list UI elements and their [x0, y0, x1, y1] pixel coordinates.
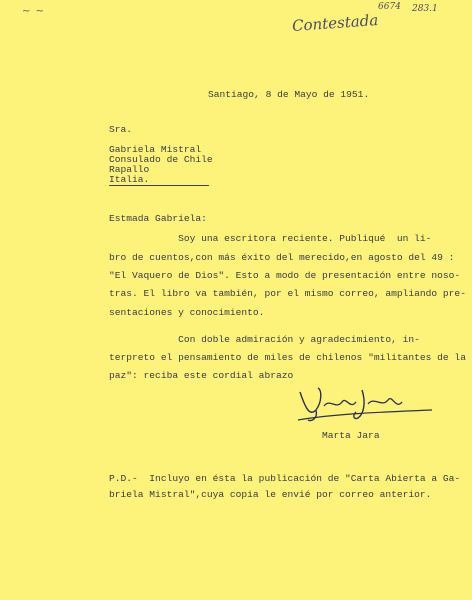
date-line: Santiago, 8 de Mayo de 1951. — [208, 89, 370, 100]
paragraph-line: sentaciones y conocimiento. — [109, 307, 265, 318]
signer-name: Marta Jara — [322, 430, 380, 441]
contestada-annotation: Contestada — [291, 11, 379, 35]
address-line: Rapallo — [109, 164, 150, 175]
paragraph-line: terpreto el pensamiento de miles de chilenos "militantes de la — [109, 352, 466, 363]
paragraph-line: Con doble admiración y agradecimiento, in- — [109, 334, 420, 345]
archive-code-1: 6674 — [378, 2, 401, 12]
archive-code-2: 283.1 — [412, 4, 438, 14]
address-underline — [109, 185, 209, 186]
greeting: Estmada Gabriela: — [109, 213, 207, 224]
address-line: Italia. — [109, 174, 150, 185]
paragraph-line: tras. El libro va también, por el mismo correo, ampliando pre- — [109, 288, 466, 299]
paragraph-line: "El Vaquero de Dios". Esto a modo de presentación entre noso- — [109, 270, 461, 281]
paragraph-line: paz": reciba este cordial abrazo — [109, 370, 294, 381]
salutation-title: Sra. — [109, 124, 133, 135]
paragraph-line: bro de cuentos,con más éxito del merecido,en agosto del 49 : — [109, 252, 455, 263]
handwritten-signature — [292, 380, 442, 425]
paragraph-line: Soy una escritora reciente. Publiqué un li- — [109, 233, 432, 244]
address-line: Gabriela Mistral — [109, 144, 202, 155]
postscript-line: briela Mistral",cuya copia le envié por correo anterior. — [109, 489, 432, 500]
address-line: Consulado de Chile — [109, 154, 213, 165]
postscript-line: P.D.- Incluyo en ésta la publicación de "Carta Abierta a Ga- — [109, 473, 461, 484]
corner-marks: ~ ~ — [22, 6, 45, 17]
